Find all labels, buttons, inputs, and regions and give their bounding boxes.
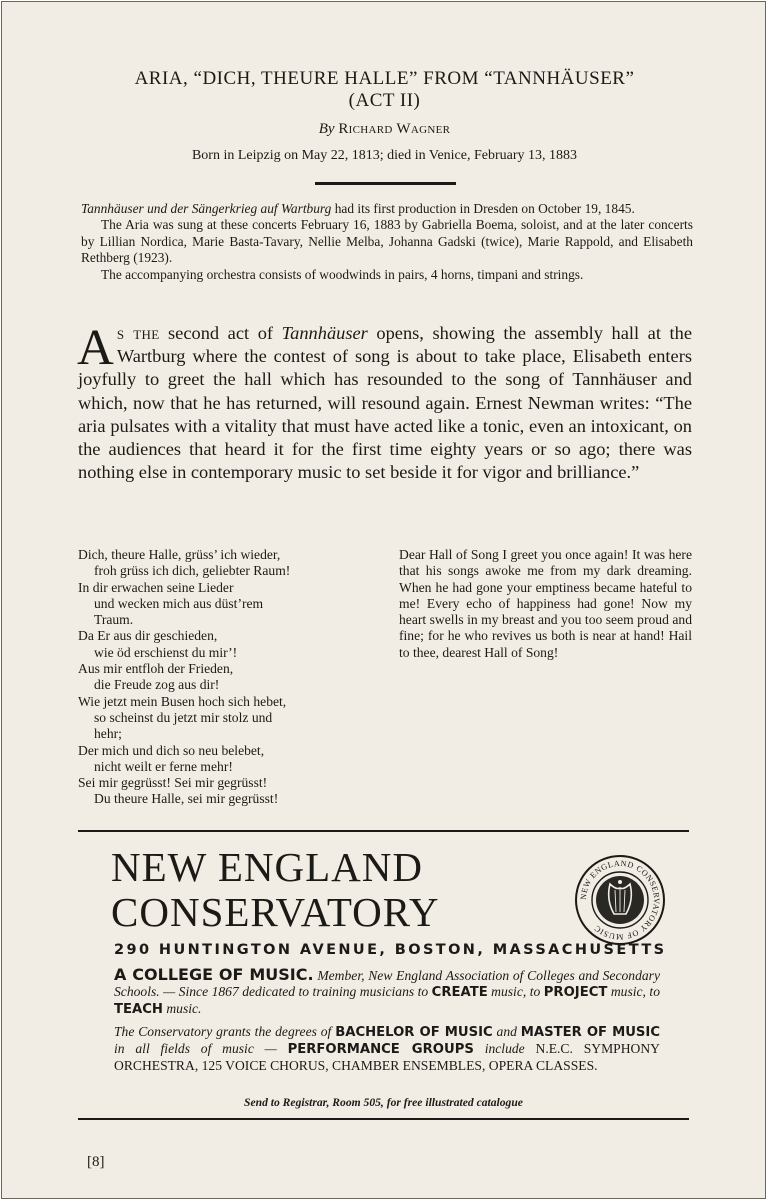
ad-top-rule <box>78 830 689 832</box>
note-orchestra: The accompanying orchestra consists of woodwinds in pairs, 4 horns, timpani and strings. <box>101 266 584 282</box>
ad-degrees: The Conservatory grants the degrees of BACHELOR OF MUSIC and MASTER OF MUSIC in all fields of music — PERFORMANCE GROUPS include N.E.C. SYMPHONY ORCHESTRA, 125 VOICE CHORUS, CHAMBER ENSEMBLES, OPERA CLASSES. <box>114 1024 660 1074</box>
note-soloists: The Aria was sung at these concerts February 16, 1883 by Gabriella Boema, soloist, and at the later concerts by Lillian Nordica, Marie Basta-Tavary, Nellie Melba, Johanna Gadski (twice), Marie Rappold, and Elisabeth Rethberg (1923). <box>81 217 693 266</box>
byline <box>2 121 767 138</box>
lyric-line: nicht weilt er ferne mehr! <box>94 758 233 774</box>
lyric-line: so scheinst du jetzt mir stolz und <box>94 709 273 725</box>
conservatory-address: 290 HUNTINGTON AVENUE, BOSTON, MASSACHUSETTS <box>114 942 667 958</box>
note-first-production: Tannhäuser und der Sängerkrieg auf Wartburg had its first production in Dresden on October 19, 1845. <box>81 201 635 216</box>
performance-notes <box>81 201 693 283</box>
program-note-text: As the second act of Tannhäuser opens, showing the assembly hall at the Wartburg where the contest of song is about to take place, Elisabeth enters joyfully to greet the hall which has resounded to the song of Tannhäuser and which, now that he has returned, will resound again. Ernest Newman writes: “The aria pulsates with a vitality that must have acted like a tonic, even an intoxicant, on the audiences that heard it for the first time eighty years or so ago; there was nothing else in contemporary music to set beside it for vigor and brilliance.” <box>77 320 692 483</box>
lyric-line: Da Er aus dir geschieden, <box>78 628 218 644</box>
composer-dates: Born in Leipzig on May 22, 1813; died in Venice, February 13, 1883 <box>191 148 578 163</box>
lyric-line: Du theure Halle, sei mir gegrüsst! <box>94 791 279 807</box>
lyric-line: froh grüss ich dich, geliebter Raum! <box>94 563 291 579</box>
german-lyrics <box>78 547 378 808</box>
catalogue-offer: Send to Registrar, Room 505, for free illustrated catalogue <box>244 1096 523 1109</box>
title-line-1: ARIA, “DICH, THEURE HALLE” FROM “TANNHÄUSER” <box>134 68 635 89</box>
title-divider <box>315 182 456 185</box>
lyric-line: In dir erwachen seine Lieder <box>78 579 234 595</box>
ad-bottom-rule <box>78 1118 689 1120</box>
ad-name-line-2: CONSERVATORY <box>111 889 440 935</box>
drop-cap: A <box>77 320 114 376</box>
composer-name: Richard Wagner <box>338 121 451 137</box>
english-translation: Dear Hall of Song I greet you once again! It was here that his songs awoke me from my dark dreaming. When he had gone your emptiness became hateful to me! Every echo of happiness had gone! Now my heart swells in my breast and you too seem proud and fine; for he who revives us both is near at hand! Hail to thee, dearest Hall of Song! <box>399 547 692 660</box>
page-number: [8] <box>87 1154 105 1170</box>
lyric-line: wie öd erschienst du mir’! <box>94 644 238 660</box>
lyric-line: Der mich und dich so neu belebet, <box>78 742 265 758</box>
lyric-line: Dich, theure Halle, grüss’ ich wieder, <box>78 547 281 562</box>
lyric-line: hehr; <box>94 726 122 742</box>
title-line-2: (ACT II) <box>348 90 421 111</box>
lyric-line: Sei mir gegrüsst! Sei mir gegrüsst! <box>78 775 268 791</box>
lyric-line: und wecken mich aus düst’rem <box>94 595 264 611</box>
program-page <box>1 1 766 1199</box>
ad-body <box>114 967 660 1081</box>
lyric-line: Aus mir entfloh der Frieden, <box>78 661 234 677</box>
ad-membership: A COLLEGE OF MUSIC. Member, New England Association of Colleges and Secondary Schools. — Since 1867 dedicated to training musicians to CREATE music, to PROJECT music, to TEACH music. <box>114 965 660 1018</box>
conservatory-seal-icon <box>574 854 666 946</box>
lyric-line: Wie jetzt mein Busen hoch sich hebet, <box>78 693 287 709</box>
svg-text:NEW ENGLAND CONSERVATORY OF MU: NEW ENGLAND CONSERVATORY OF MUSIC <box>578 858 662 942</box>
aria-title <box>2 68 767 112</box>
by-word: By <box>318 121 335 137</box>
lyric-line: die Freude zog aus dir! <box>94 677 220 693</box>
opera-full-title: Tannhäuser und der Sängerkrieg auf Wartburg <box>81 201 332 216</box>
lyric-line: Traum. <box>94 612 134 628</box>
ad-name-line-1: NEW ENGLAND <box>111 844 423 890</box>
